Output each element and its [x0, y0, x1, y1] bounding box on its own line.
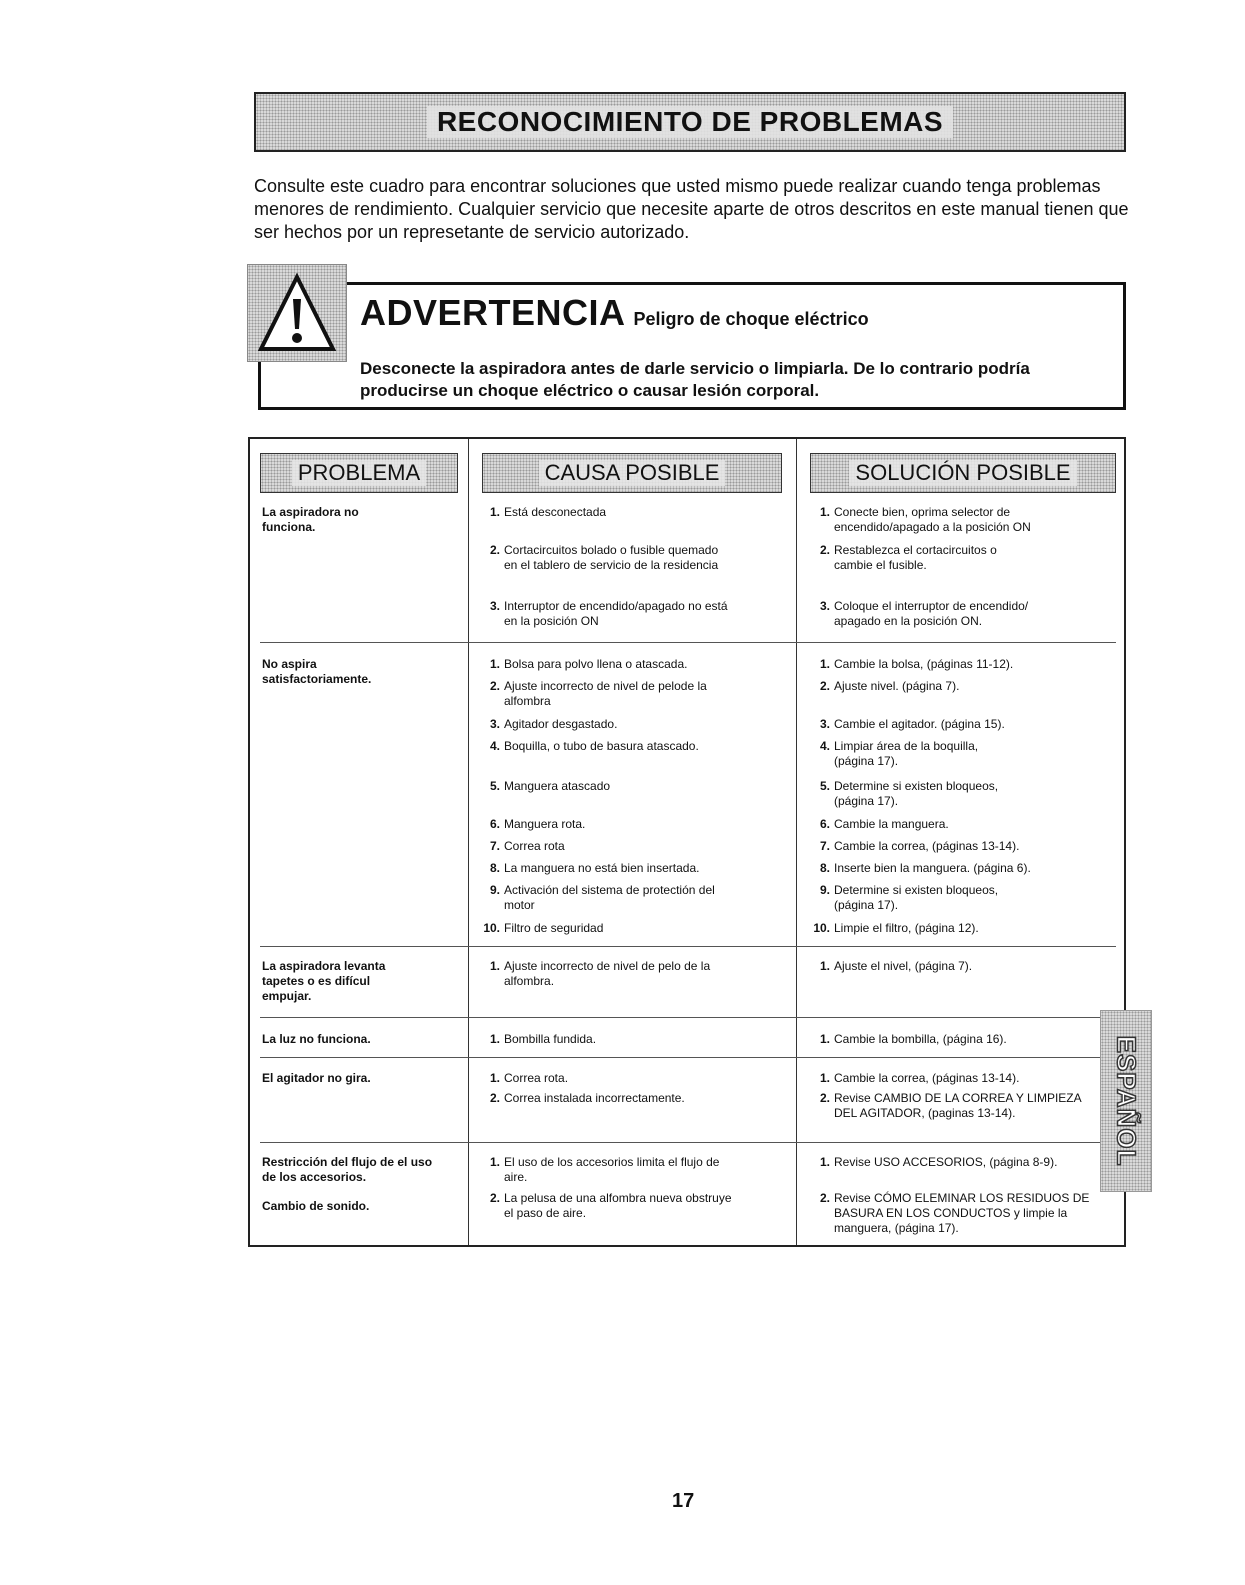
cause-item: [489, 817, 794, 832]
item-number: 8.: [819, 861, 830, 875]
item-number: 5.: [819, 779, 830, 793]
cause-item: [489, 599, 734, 629]
item-number: 10.: [483, 921, 500, 935]
cause-item: [489, 657, 794, 672]
solution-item: [819, 543, 1034, 573]
item-text: Ajuste el nivel, (página 7).: [834, 959, 973, 973]
item-text: Correa rota.: [504, 1071, 569, 1085]
cause-item: [489, 959, 734, 989]
row-divider: [260, 1142, 1116, 1143]
header-label: PROBLEMA: [292, 460, 426, 486]
item-text: Conecte bien, oprima selector de encendido/apagado a la posición ON: [834, 505, 1031, 534]
item-text: Limpiar área de la boquilla, (página 17).: [834, 739, 979, 768]
item-number: 7.: [819, 839, 830, 853]
solution-item: [819, 679, 1124, 694]
item-text: Determine si existen bloqueos, (página 17).: [834, 779, 999, 808]
item-number: 2.: [819, 1191, 830, 1205]
problem-cell: La aspiradora levanta tapetes o es difícul empujar.: [262, 959, 386, 1003]
language-tab-label: ESPAÑOL: [1111, 1035, 1142, 1167]
item-text: Filtro de seguridad: [504, 921, 604, 935]
item-text: Manguera rota.: [504, 817, 586, 831]
warning-text: Desconecte la aspiradora antes de darle servicio o limpiarla. De lo contrario podría producirse un choque eléctrico o causar lesión corporal.: [360, 359, 1030, 400]
language-tab: [1100, 1010, 1152, 1192]
item-number: 2.: [489, 1091, 500, 1105]
cause-item: [489, 1032, 794, 1047]
item-number: 1.: [489, 1071, 500, 1085]
row-divider: [260, 1057, 1116, 1058]
item-text: Cambie la correa, (páginas 13-14).: [834, 1071, 1020, 1085]
item-number: 1.: [819, 505, 830, 519]
item-text: La pelusa de una alfombra nueva obstruye el paso de aire.: [504, 1191, 732, 1220]
item-text: Revise CAMBIO DE LA CORREA Y LIMPIEZA DEL AGITADOR, (paginas 13-14).: [834, 1091, 1081, 1120]
solution-item: [819, 779, 1024, 809]
solution-item: [819, 1191, 1104, 1236]
item-text: Boquilla, o tubo de basura atascado.: [504, 739, 699, 753]
header-problema: [260, 453, 458, 493]
cause-item: [489, 1155, 734, 1185]
solution-item: [819, 883, 1024, 913]
item-text: Ajuste nivel. (página 7).: [834, 679, 960, 693]
warning-heading: [360, 292, 869, 334]
header-label: CAUSA POSIBLE: [539, 460, 726, 486]
item-number: 8.: [489, 861, 500, 875]
page-title: RECONOCIMIENTO DE PROBLEMAS: [427, 106, 953, 138]
cause-item: [489, 883, 734, 913]
header-label: SOLUCIÓN POSIBLE: [849, 460, 1076, 486]
item-number: 6.: [489, 817, 500, 831]
item-text: Cambie la bolsa, (páginas 11-12).: [834, 657, 1014, 671]
warning-title: ADVERTENCIA: [360, 292, 626, 333]
item-text: Inserte bien la manguera. (página 6).: [834, 861, 1031, 875]
cause-item: [489, 505, 794, 520]
item-number: 6.: [819, 817, 830, 831]
cause-item: [489, 1091, 794, 1106]
page-number: 17: [672, 1490, 695, 1512]
item-number: 1.: [489, 657, 500, 671]
solution-item: [819, 1071, 1124, 1086]
item-text: Bolsa para polvo llena o atascada.: [504, 657, 688, 671]
warning-subtitle: Peligro de choque eléctrico: [633, 309, 869, 329]
item-text: Cambie el agitador. (página 15).: [834, 717, 1005, 731]
solution-item: [819, 817, 1124, 832]
item-text: Bombilla fundida.: [504, 1032, 597, 1046]
item-text: Limpie el filtro, (página 12).: [834, 921, 979, 935]
item-text: Interruptor de encendido/apagado no está en la posición ON: [504, 599, 728, 628]
solution-item: [819, 1155, 1124, 1170]
solution-item: [819, 739, 1004, 769]
solution-item: [819, 717, 1124, 732]
column-divider: [796, 439, 797, 1245]
item-number: 3.: [819, 717, 830, 731]
item-number: 4.: [489, 739, 500, 753]
solution-item: [819, 959, 1124, 974]
item-text: Ajuste incorrecto de nivel de pelode la alfombra: [504, 679, 707, 708]
solution-item: [813, 921, 1124, 936]
item-text: Cambie la manguera.: [834, 817, 949, 831]
item-text: Activación del sistema de protectión del motor: [504, 883, 715, 912]
item-text: Restablezca el cortacircuitos o cambie el fusible.: [834, 543, 997, 572]
item-number: 1.: [819, 657, 830, 671]
solution-item: [819, 657, 1124, 672]
item-text: Manguera atascado: [504, 779, 611, 793]
item-number: 4.: [819, 739, 830, 753]
item-number: 2.: [819, 1091, 830, 1105]
item-number: 9.: [489, 883, 500, 897]
page-title-bar: [254, 92, 1126, 152]
row-divider: [260, 642, 1116, 643]
item-number: 3.: [489, 717, 500, 731]
problem-cell-secondary: Cambio de sonido.: [262, 1199, 370, 1213]
cause-item: [489, 1191, 734, 1221]
problem-cell: Restricción del flujo de el uso de los accesorios.: [262, 1155, 433, 1184]
troubleshooting-table: [248, 437, 1126, 1247]
item-number: 3.: [489, 599, 500, 613]
item-number: 2.: [489, 543, 500, 557]
solution-item: [819, 599, 1064, 629]
item-text: Revise CÓMO ELEMINAR LOS RESIDUOS DE BASURA EN LOS CONDUCTOS y limpie la manguera, (página 17).: [834, 1191, 1090, 1235]
problem-cell: El agitador no gira.: [262, 1071, 371, 1085]
item-number: 2.: [819, 543, 830, 557]
item-number: 2.: [819, 679, 830, 693]
cause-item: [489, 779, 794, 794]
item-number: 1.: [489, 505, 500, 519]
item-number: 2.: [489, 1191, 500, 1205]
item-number: 2.: [489, 679, 500, 693]
header-causa: [482, 453, 782, 493]
problem-cell: La luz no funciona.: [262, 1032, 371, 1046]
solution-item: [819, 861, 1124, 876]
cause-item: [489, 543, 734, 573]
item-number: 1.: [489, 1032, 500, 1046]
solution-item: [819, 839, 1124, 854]
item-number: 3.: [819, 599, 830, 613]
problem-cell: No aspira satisfactoriamente.: [262, 657, 372, 686]
item-number: 9.: [819, 883, 830, 897]
column-divider: [468, 439, 469, 1245]
item-text: Coloque el interruptor de encendido/ apagado en la posición ON.: [834, 599, 1029, 628]
cause-item: [489, 679, 734, 709]
item-number: 10.: [813, 921, 830, 935]
problem-cell: La aspiradora no funciona.: [262, 505, 359, 534]
cause-item: [489, 839, 794, 854]
item-text: Agitador desgastado.: [504, 717, 618, 731]
header-solucion: [810, 453, 1116, 493]
item-text: Correa instalada incorrectamente.: [504, 1091, 685, 1105]
cause-item: [483, 921, 794, 936]
solution-item: [819, 505, 1064, 535]
item-text: Revise USO ACCESORIOS, (página 8-9).: [834, 1155, 1058, 1169]
item-text: Cambie la correa, (páginas 13-14).: [834, 839, 1020, 853]
cause-item: [489, 717, 794, 732]
item-text: Está desconectada: [504, 505, 607, 519]
item-number: 1.: [489, 1155, 500, 1169]
item-number: 1.: [819, 1071, 830, 1085]
item-number: 1.: [819, 1032, 830, 1046]
item-number: 1.: [819, 959, 830, 973]
cause-item: [489, 1071, 794, 1086]
item-text: Cortacircuitos bolado o fusible quemado en el tablero de servicio de la residencia: [504, 543, 719, 572]
cause-item: [489, 739, 794, 754]
solution-item: [819, 1091, 1104, 1121]
cause-item: [489, 861, 794, 876]
item-text: La manguera no está bien insertada.: [504, 861, 700, 875]
row-divider: [260, 1017, 1116, 1018]
item-text: Ajuste incorrecto de nivel de pelo de la alfombra.: [504, 959, 711, 988]
item-number: 7.: [489, 839, 500, 853]
item-text: Determine si existen bloqueos, (página 17).: [834, 883, 999, 912]
item-number: 1.: [819, 1155, 830, 1169]
warning-triangle-icon: [247, 264, 347, 362]
item-text: Correa rota: [504, 839, 565, 853]
solution-item: [819, 1032, 1124, 1047]
row-divider: [260, 946, 1116, 947]
item-text: El uso de los accesorios limita el flujo de aire.: [504, 1155, 720, 1184]
item-number: 5.: [489, 779, 500, 793]
item-number: 1.: [489, 959, 500, 973]
intro-paragraph: Consulte este cuadro para encontrar soluciones que usted mismo puede realizar cuando tenga problemas menores de rendimiento. Cualquier servicio que necesite aparte de otros descritos en este manual tienen que ser hechos por un represetante de servicio autorizado.: [254, 176, 1129, 242]
item-text: Cambie la bombilla, (página 16).: [834, 1032, 1007, 1046]
